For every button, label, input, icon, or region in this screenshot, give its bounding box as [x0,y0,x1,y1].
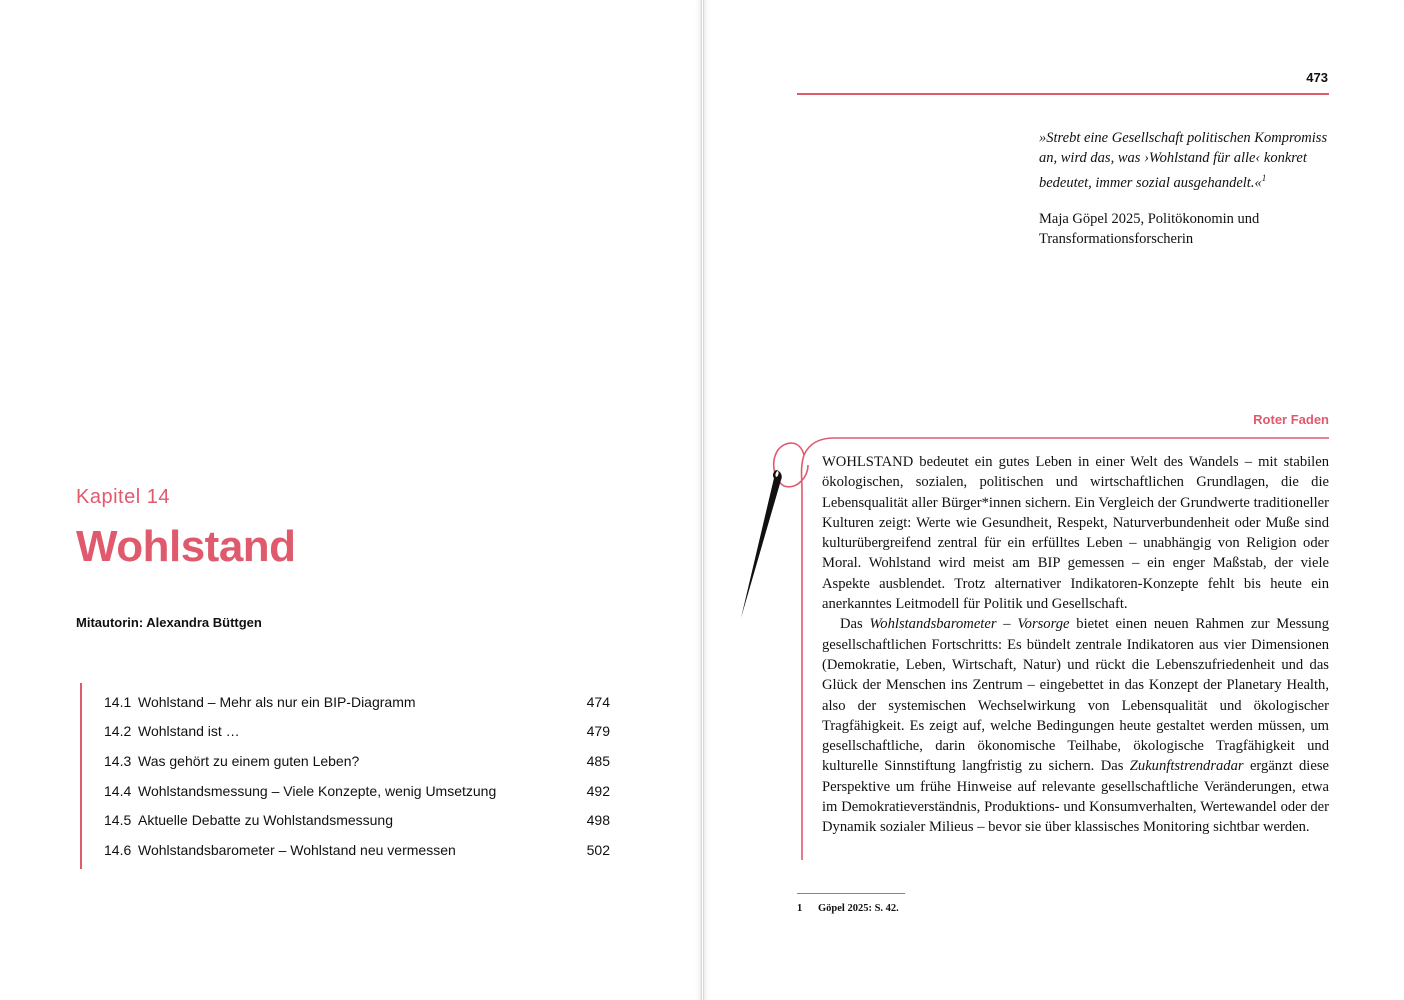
page-number: 473 [1306,70,1328,85]
p2-emphasis-wohlstandsbarometer: Wohlstandsbarometer – Vorsorge [869,616,1070,633]
toc-page: 485 [586,752,610,769]
table-of-contents [80,683,610,869]
p2-emphasis-zukunftstrendradar: Zukunftstrendradar [1129,758,1244,775]
footnote-number: 1 [797,903,803,914]
quote-text: »Strebt eine Gesellschaft politischen Kompromiss an, wird das, was ›Wohlstand für alle‹ konkret bedeutet, immer sozial ausgehandelt.« [1039,130,1328,191]
toc-title: Wohlstandsmessung – Viele Konzepte, wenig Umsetzung [138,782,497,799]
toc-title: Aktuelle Debatte zu Wohlstandsmessung [138,812,393,829]
quote-footnote-mark[interactable]: 1 [1261,173,1267,183]
toc-page: 474 [586,693,610,710]
toc-row[interactable] [82,717,610,747]
toc-row[interactable] [82,776,610,806]
p2-middle: bietet einen neuen Rahmen zur Messung gesellschaftlichen Fortschritts: Es bündelt zentrale Indikatoren aus vier Dimensionen (Demokratie, Leben, Wirtschaft, Natur) und rückt die Lebenszufriedenheit und das Glück der Menschen ins Zentrum – eingebettet in das Konzept der Planetary Health, also der systemischen Wechselwirkung von Lebensqualität und ökologischer Tragfähigkeit. Es zeigt auf, welche Bedingungen heute gestaltet werden müssen, um gesellschaftliche, darin ökonomische Teilhabe, ökologische Tragfähigkeit und kulturelle Sinnstiftung langfristig zu sichern. Das [822,616,1329,775]
chapter-title: Wohlstand [76,522,296,571]
toc-row[interactable] [82,746,610,776]
toc-page: 479 [586,723,610,740]
paragraph-1: WOHLSTAND bedeutet ein gutes Leben in einer Welt des Wandels – mit stabilen ökologischen, sozialen, politischen und wirtschaftlichen Grundlagen, die die Lebensqualität aller Bürger*innen sichern. Ein Vergleich der Grundwerte traditioneller Kulturen zeigt: Werte wie Gesundheit, Respekt, Naturverbundenheit oder Muße sind kulturübergreifend zentral für ein erfülltes Leben – unabhängig von Religion oder Moral. Wohlstand wird meist am BIP gemessen – ein enger Maßstab, der viele Aspekte ausblendet. Trotz alternativer Indikatoren-Konzepte fehlt bis heute ein anerkanntes Leitmodell für Politik und Gesellschaft. [822,454,1329,613]
section-label: Roter Faden [1253,412,1329,427]
toc-number: 14.5 [104,812,132,829]
toc-title: Wohlstand ist … [138,723,240,740]
footnote [797,903,899,914]
chapter-label: Kapitel 14 [76,486,170,508]
toc-row[interactable] [82,835,610,865]
body-text [822,452,1329,838]
toc-row[interactable] [82,687,610,717]
quote-source: Maja Göpel 2025, Politökonomin und Transformationsforscherin [1039,211,1260,247]
p2-lead: Das [840,616,870,633]
footnote-text: Göpel 2025: S. 42. [818,903,899,914]
toc-title: Was gehört zu einem guten Leben? [138,752,360,769]
footnote-rule [797,893,905,894]
right-page [703,0,1404,1000]
toc-page: 502 [586,841,610,858]
toc-number: 14.6 [104,841,132,858]
toc-number: 14.3 [104,752,132,769]
needle-shape [741,470,782,618]
toc-number: 14.2 [104,723,132,740]
toc-title: Wohlstandsbarometer – Wohlstand neu vermessen [138,841,456,858]
p2-tail: ergänzt diese Perspektive um frühe Hinweise auf relevante gesellschaftliche Veränderungen, etwa im Demokratieverständnis, Produktions- und Konsumverhalten, Wertewandel oder der Dynamik sozialer Milieus – bevor sie über klassisches Monitoring sichtbar werden. [822,758,1329,836]
toc-page: 498 [586,812,610,829]
paragraph-2 [822,614,1329,837]
toc-row[interactable] [82,805,610,835]
toc-page: 492 [586,782,610,799]
coauthor-line: Mitautorin: Alexandra Büttgen [76,615,262,630]
toc-title: Wohlstand – Mehr als nur ein BIP-Diagramm [138,693,416,710]
toc-number: 14.4 [104,782,132,799]
toc-number: 14.1 [104,693,132,710]
